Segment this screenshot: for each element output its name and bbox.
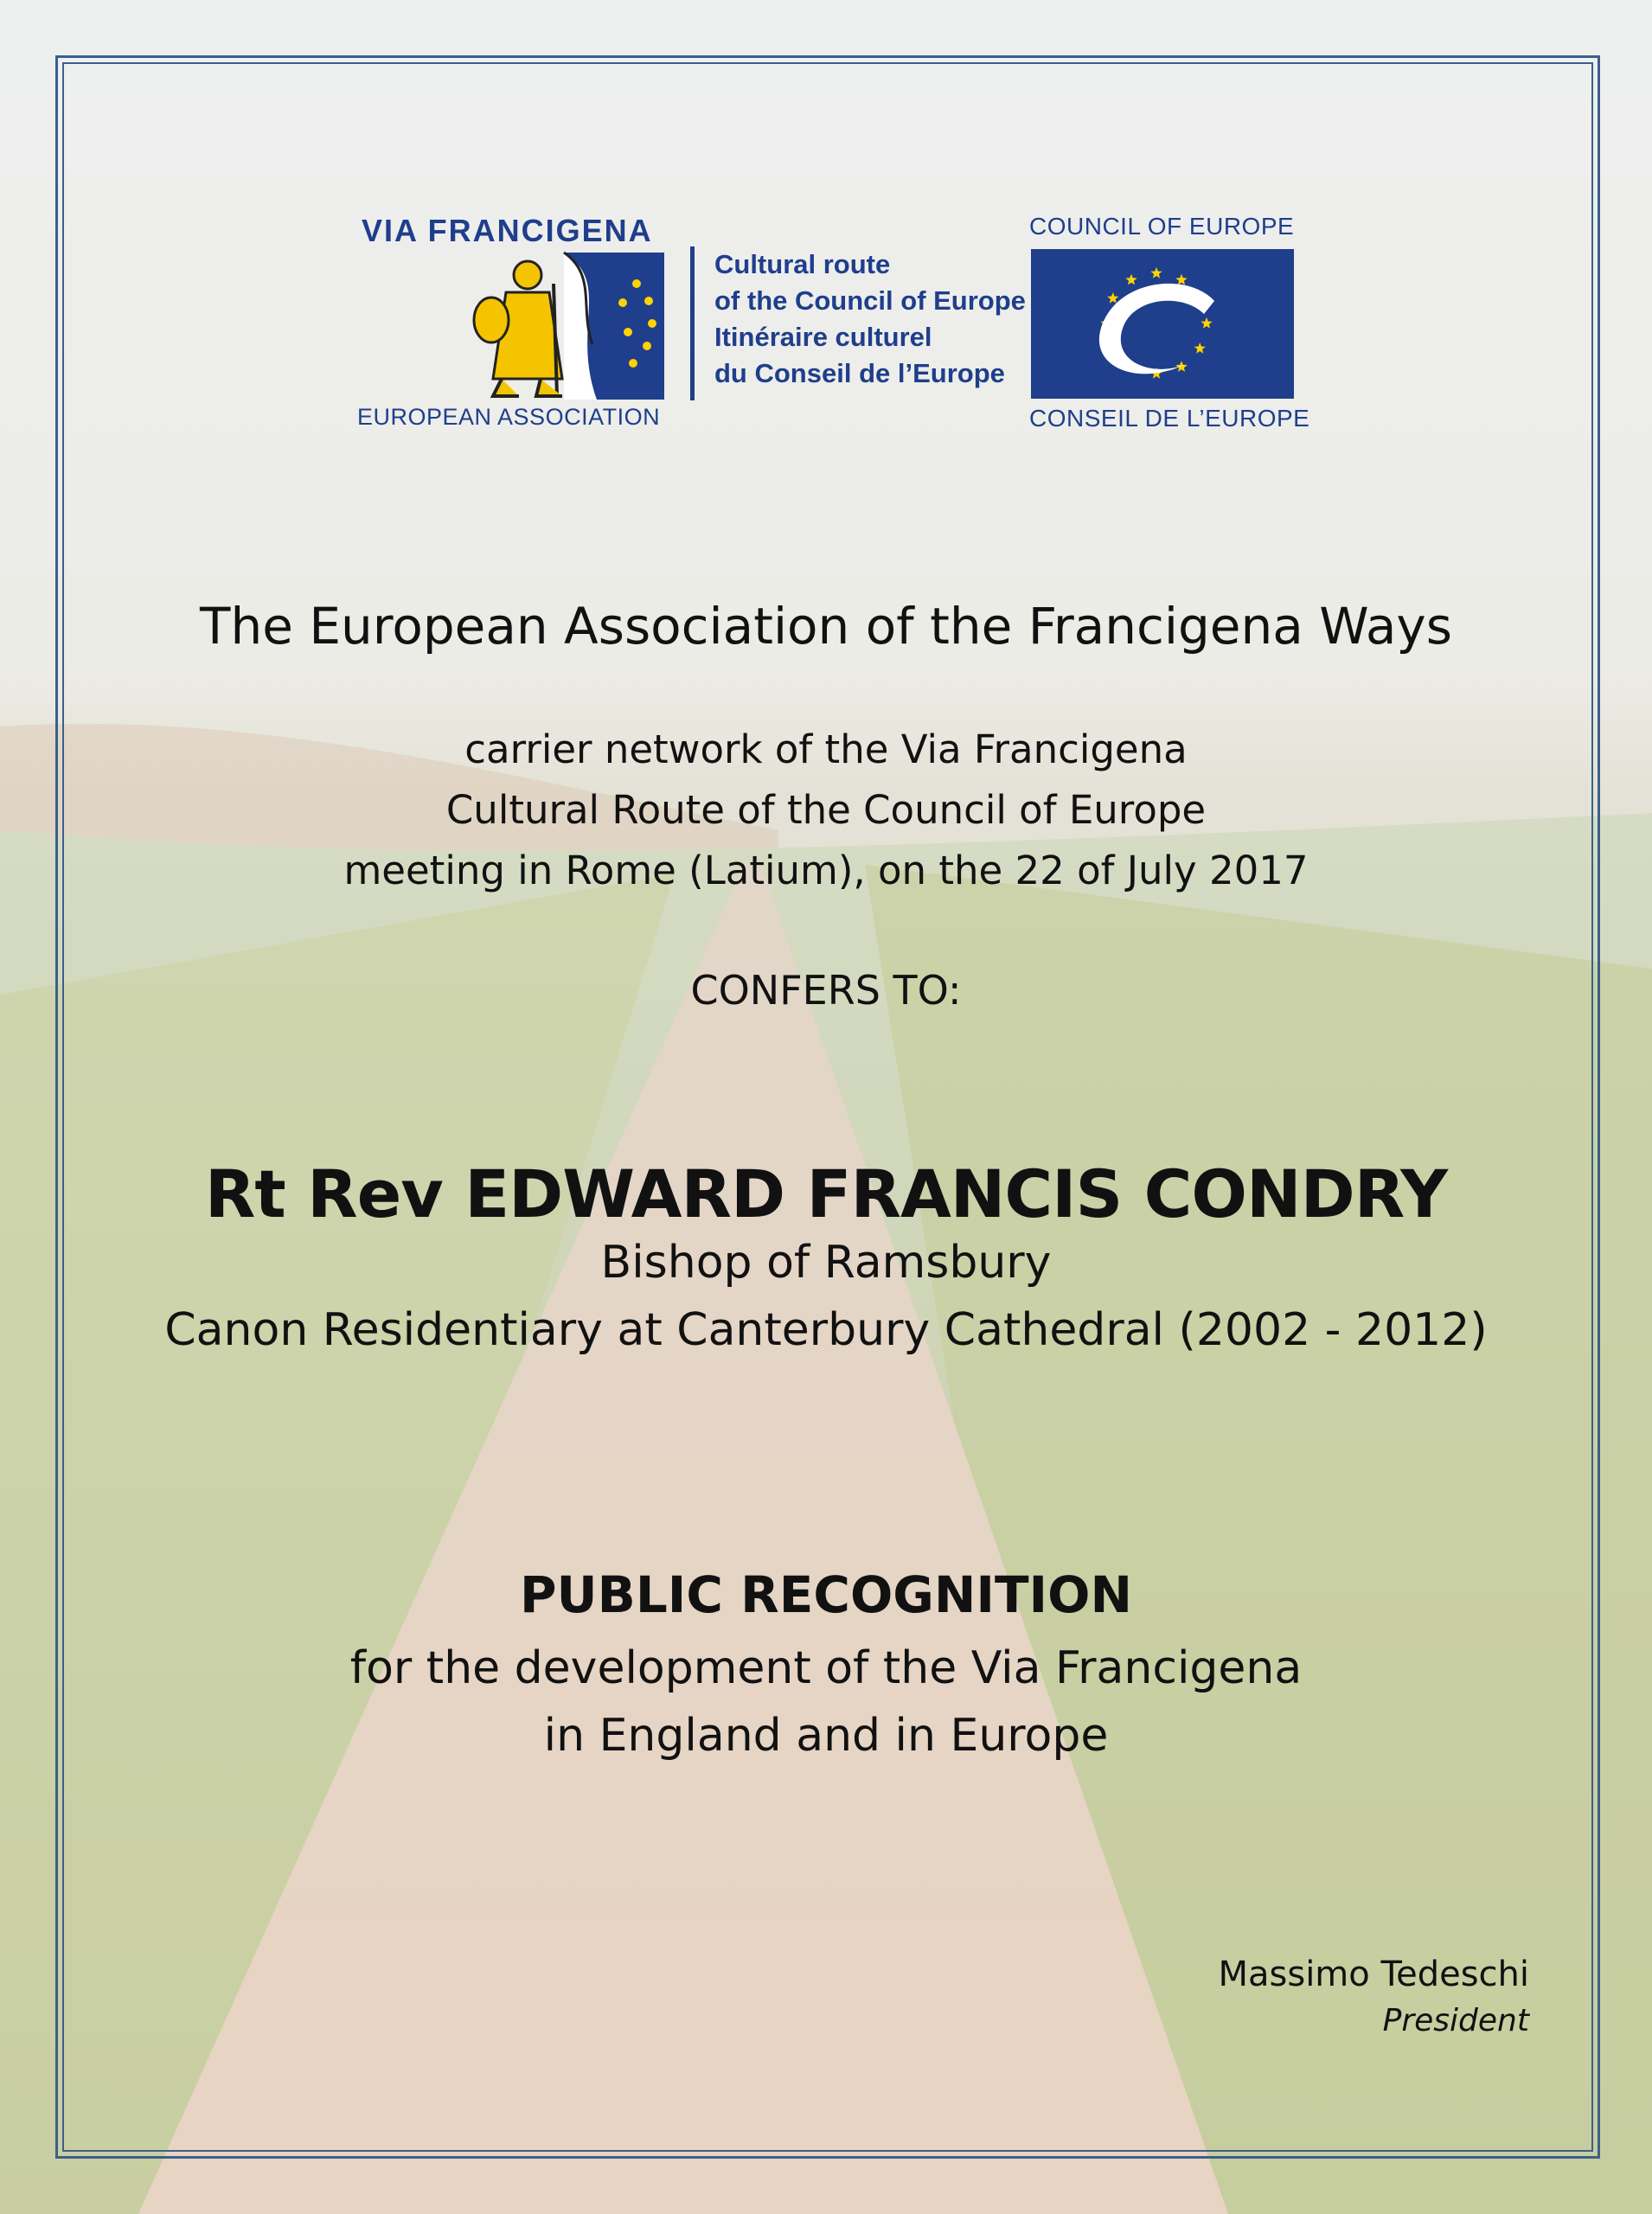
route-line-1: Cultural route (714, 249, 891, 279)
conseil-de-l-europe-label: CONSEIL DE L’EUROPE (1029, 405, 1310, 432)
issuer-name: The European Association of the Francigena Ways (200, 597, 1452, 656)
pilgrim-emblem-icon (467, 249, 666, 401)
award-reason (0, 1635, 1652, 1769)
logo-divider (690, 246, 695, 400)
signatory-name: Massimo Tedeschi (1218, 1955, 1529, 1994)
signatory-title: President (1382, 2003, 1529, 2038)
description-line-3: meeting in Rome (Latium), on the 22 of July 2017 (343, 848, 1309, 893)
recipient-name: Rt Rev EDWARD FRANCIS CONDRY (204, 1155, 1448, 1232)
route-line-4: du Conseil de l’Europe (714, 358, 1005, 388)
via-francigena-logo-title: VIA FRANCIGENA (362, 213, 653, 248)
award-reason-line-1: for the development of the Via Francigena (349, 1642, 1303, 1694)
council-of-europe-label: COUNCIL OF EUROPE (1029, 213, 1295, 240)
description-line-1: carrier network of the Via Francigena (464, 726, 1188, 772)
description-line-2: Cultural Route of the Council of Europe (445, 787, 1207, 833)
via-francigena-logo-subtitle: EUROPEAN ASSOCIATION (357, 404, 661, 430)
recipient-role-2: Canon Residentiary at Canterbury Cathedral (2002 - 2012) (164, 1304, 1488, 1356)
confers-label: CONFERS TO: (690, 967, 962, 1014)
route-line-3: Itinéraire culturel (714, 322, 932, 352)
award-reason-line-2: in England and in Europe (543, 1710, 1109, 1762)
issuer-description (0, 720, 1652, 901)
council-of-europe-flag-icon (1031, 249, 1294, 399)
award-title: PUBLIC RECOGNITION (520, 1565, 1132, 1624)
recipient-role-1: Bishop of Ramsbury (600, 1237, 1052, 1289)
route-line-2: of the Council of Europe (714, 285, 1026, 316)
cultural-route-text (714, 246, 1026, 392)
